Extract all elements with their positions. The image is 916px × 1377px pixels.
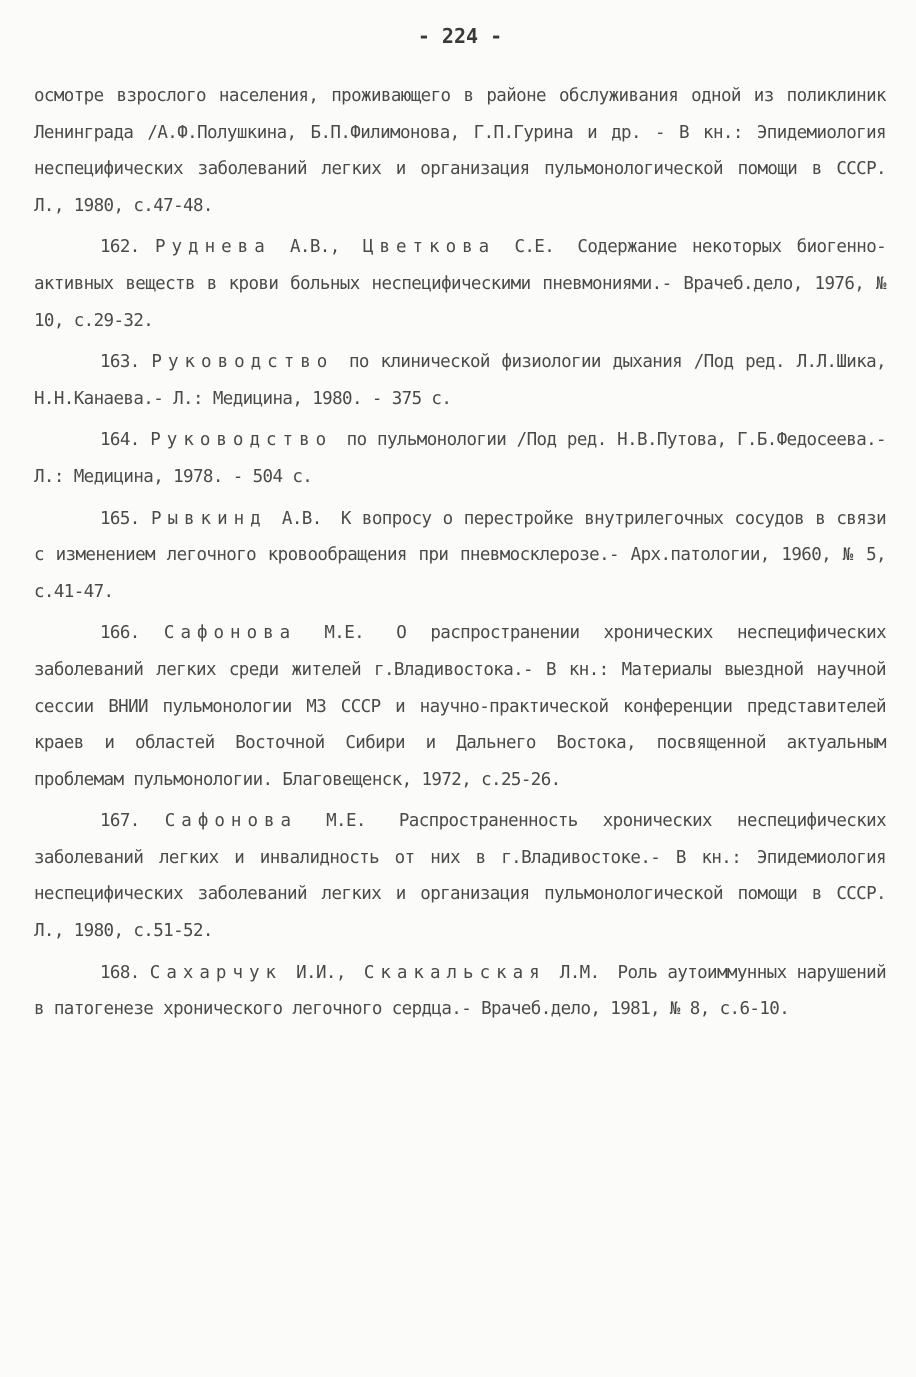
entry-initials: А.В. [281, 508, 322, 529]
entry-number: 166. [100, 623, 140, 644]
entry-author-2: Скакальская [363, 962, 546, 983]
bibliography-entry-168 [34, 955, 886, 1028]
bibliography-entry-166 [34, 615, 886, 798]
entry-initials: И.И., [296, 962, 346, 983]
entry-number: 163. [100, 352, 140, 373]
entry-author: Сафонова [164, 811, 298, 832]
entry-initials: М.Е. [324, 623, 365, 644]
entry-initials-2: Л.М. [559, 962, 600, 983]
entry-author: Сахарчук [149, 962, 283, 983]
entry-text: К вопросу о перестройке внутрилегочных сосудов в связи с изменением легочного кровообращения при пневмосклерозе.- Арх.патологии, 1960, № 5, с.41-47. [34, 508, 887, 602]
entry-text: Содержание некоторых биогенно-активных веществ в крови больных неспецифическими пневмониями.- Врачеб.дело, 1976, № 10, с.29-32. [34, 237, 887, 331]
entry-number: 167. [100, 811, 140, 832]
entry-text: О распространении хронических неспецифических заболеваний легких среди жителей г.Владивостока.- В кн.: Материалы выездной научной сессии ВНИИ пульмонологии МЗ СССР и научно-практической конференции представителей краев и областей Восточной Сибири и Дальнего Востока, посвященной актуальным проблемам пульмонологии. Благовещенск, 1972, с.25-26. [34, 623, 887, 790]
entry-author-2: Цветкова [362, 237, 496, 258]
entry-author: Рывкинд [150, 508, 267, 529]
entry-text: по пульмонологии /Под ред. Н.В.Путова, Г.Б.Федосеева.- Л.: Медицина, 1978. - 504 с. [34, 430, 886, 487]
entry-text: по клинической физиологии дыхания /Под ред. Л.Л.Шика, Н.Н.Канаева.- Л.: Медицина, 1980. - 375 с. [34, 352, 886, 409]
entry-number: 162. [100, 237, 140, 258]
entry-number: 164. [100, 430, 140, 451]
entry-author: Сафонова [163, 623, 297, 644]
entry-text: Роль аутоиммунных нарушений в патогенезе хронического легочного сердца.- Врачеб.дело, 1981, № 8, с.6-10. [34, 962, 886, 1020]
bibliography-entry-167 [34, 803, 886, 949]
entry-number: 165. [100, 508, 140, 529]
entry-text: Распространенность хронических неспецифических заболеваний легких и инвалидность от них в г.Владивостоке.- В кн.: Эпидемиология неспецифических заболеваний легких и организация пульмонологической помощи в СССР. Л., 1980, с.51-52. [34, 811, 887, 942]
entry-initials-2: С.Е. [514, 237, 555, 258]
entry-author: Руднева [154, 237, 271, 258]
entry-author: Руководство [150, 430, 333, 451]
bibliography-entry-162 [34, 229, 886, 339]
entry-number: 168. [100, 962, 140, 983]
bibliography-entry-165 [34, 501, 886, 611]
bibliography-entry-164 [34, 422, 886, 495]
bibliography-entry-163 [34, 344, 886, 417]
entry-initials: М.Е. [326, 811, 366, 832]
continuation-paragraph: осмотре взрослого населения, проживающего в районе обслуживания одной из поликлиник Ленинграда /А.Ф.Полушкина, Б.П.Филимонова, Г.П.Гурина и др. - В кн.: Эпидемиология неспецифических заболеваний легких и организация пульмонологической помощи в СССР. Л., 1980, с.47-48. [34, 86, 886, 216]
page-number: - 224 - [417, 24, 503, 48]
entry-initials: А.В., [289, 237, 340, 258]
entry-author: Руководство [151, 352, 334, 373]
